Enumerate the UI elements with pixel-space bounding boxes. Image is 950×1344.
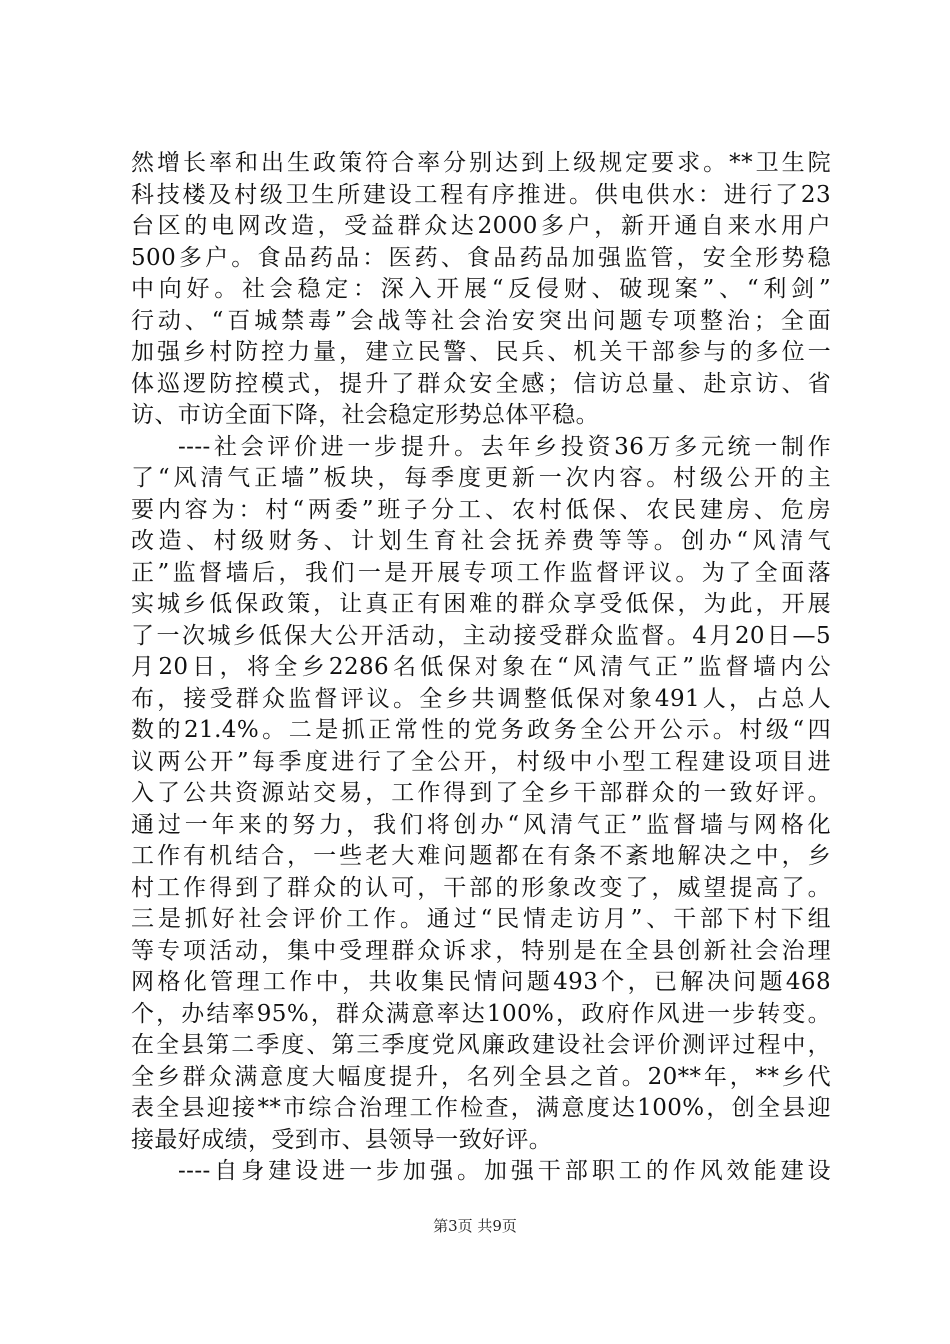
text-line: 体巡逻防控模式，提升了群众安全感；信访总量、赴京访、省 bbox=[131, 370, 831, 397]
text-line: 接最好成绩，受到市、县领导一致好评。 bbox=[131, 1126, 553, 1153]
text-line: 表全县迎接**市综合治理工作检查，满意度达100%，创全县迎 bbox=[131, 1095, 831, 1121]
text-line: 三是抓好社会评价工作。通过“民情走访月”、干部下村下组 bbox=[131, 906, 831, 932]
text-line: 了一次城乡低保大公开活动，主动接受群众监督。4月20日—5 bbox=[131, 622, 831, 649]
text-line: 行动、“百城禁毒”会战等社会治安突出问题专项整治；全面 bbox=[131, 307, 831, 334]
text-line: ----自身建设进一步加强。加强干部职工的作风效能建设 bbox=[178, 1158, 831, 1184]
text-line: 改造、村级财务、计划生育社会抚养费等等。创办“风清气 bbox=[131, 528, 831, 554]
text-line: 正”监督墙后，我们一是开展专项工作监督评议。为了全面落 bbox=[131, 559, 831, 586]
text-line: 入了公共资源站交易，工作得到了全乡干部群众的一致好评。 bbox=[131, 780, 831, 806]
text-line: 通过一年来的努力，我们将创办“风清气正”监督墙与网格化 bbox=[131, 811, 831, 838]
document-body bbox=[131, 148, 831, 1188]
text-line: 加强乡村防控力量，建立民警、民兵、机关干部参与的多位一 bbox=[131, 339, 831, 365]
text-line: 个，办结率95%，群众满意率达100%，政府作风进一步转变。 bbox=[131, 1000, 831, 1027]
text-line: 等专项活动，集中受理群众诉求，特别是在全县创新社会治理 bbox=[131, 937, 831, 964]
page-footer bbox=[0, 1216, 950, 1236]
text-line: 中向好。社会稳定：深入开展“反侵财、破现案”、“利剑” bbox=[131, 276, 831, 302]
text-line: 科技楼及村级卫生所建设工程有序推进。供电供水：进行了23 bbox=[131, 181, 831, 208]
text-line: 台区的电网改造，受益群众达2000多户，新开通自来水用户 bbox=[131, 213, 831, 239]
text-line: 村工作得到了群众的认可，干部的形象改变了，威望提高了。 bbox=[131, 874, 831, 901]
text-line: 然增长率和出生政策符合率分别达到上级规定要求。**卫生院 bbox=[131, 150, 831, 176]
page-number-label: 第3页 共9页 bbox=[433, 1217, 517, 1235]
text-line: 网格化管理工作中，共收集民情问题493个，已解决问题468 bbox=[131, 969, 831, 995]
text-line: 要内容为：村“两委”班子分工、农村低保、农民建房、危房 bbox=[131, 496, 831, 523]
text-line: 访、市访全面下降，社会稳定形势总体平稳。 bbox=[131, 402, 599, 428]
text-line: 议两公开”每季度进行了全公开，村级中小型工程建设项目进 bbox=[131, 748, 831, 775]
text-line: 数的21.4%。二是抓正常性的党务政务全公开公示。村级“四 bbox=[131, 717, 831, 743]
text-line: 工作有机结合，一些老大难问题都在有条不紊地解决之中，乡 bbox=[131, 843, 831, 869]
text-line: 在全县第二季度、第三季度党风廉政建设社会评价测评过程中， bbox=[131, 1032, 831, 1058]
text-line: 月20日，将全乡2286名低保对象在“风清气正”监督墙内公 bbox=[131, 654, 831, 680]
text-line: 全乡群众满意度大幅度提升，名列全县之首。20**年，**乡代 bbox=[131, 1063, 831, 1090]
text-line: 500多户。食品药品：医药、食品药品加强监管，安全形势稳 bbox=[131, 244, 831, 271]
text-line: 了“风清气正墙”板块，每季度更新一次内容。村级公开的主 bbox=[131, 465, 831, 491]
text-line: ----社会评价进一步提升。去年乡投资36万多元统一制作 bbox=[178, 433, 831, 460]
text-line: 实城乡低保政策，让真正有困难的群众享受低保，为此，开展 bbox=[131, 591, 831, 617]
text-line: 布，接受群众监督评议。全乡共调整低保对象491人，占总人 bbox=[131, 685, 831, 712]
